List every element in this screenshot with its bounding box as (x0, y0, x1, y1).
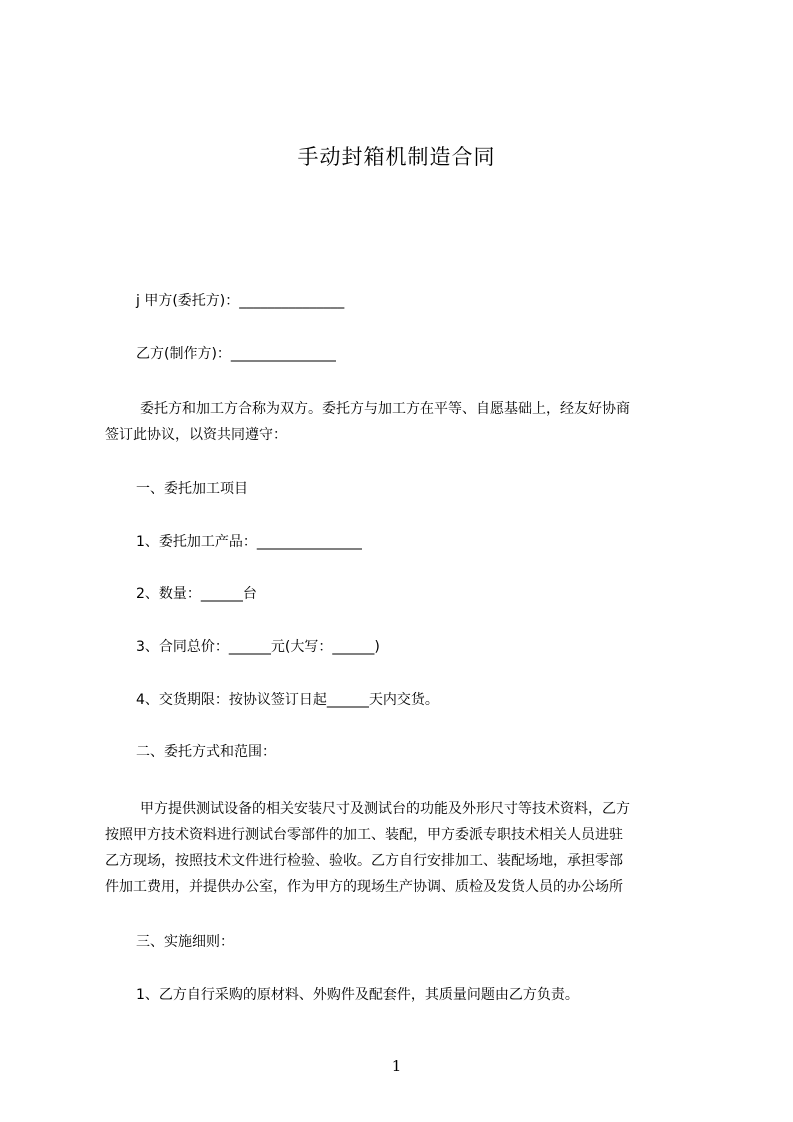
party-a-line: j 甲方(委托方)：_______________ (136, 293, 345, 309)
item-1-product: 1、委托加工产品：_______________ (136, 534, 362, 550)
item-2-quantity: 2、数量：______台 (136, 586, 257, 602)
section-2-line-3: 乙方现场，按照技术文件进行检验、验收。乙方自行安排加工、装配场地，承担零部 (105, 853, 623, 869)
section-2-line-2: 按照甲方技术资料进行测试台零部件的加工、装配，甲方委派专职技术相关人员进驻 (105, 827, 623, 843)
document-title: 手动封箱机制造合同 (297, 145, 496, 169)
item-3-total-price: 3、合同总价：______元(大写：______) (136, 639, 380, 655)
section-3-heading: 三、实施细则： (136, 934, 234, 950)
item-4-delivery-period: 4、交货期限：按协议签订日起______天内交货。 (136, 692, 439, 708)
section-2-heading: 二、委托方式和范围： (136, 744, 276, 760)
party-b-line: 乙方(制作方)：_______________ (136, 346, 336, 362)
intro-paragraph (105, 396, 698, 448)
section-3-item-1: 1、乙方自行采购的原材料、外购件及配套件，其质量问题由乙方负责。 (136, 987, 579, 1003)
page-number: 1 (391, 1057, 402, 1075)
section-1-heading: 一、委托加工项目 (136, 481, 248, 497)
section-2-body (105, 796, 698, 900)
section-2-line-1: 甲方提供测试设备的相关安装尺寸及测试台的功能及外形尺寸等技术资料，乙方 (140, 801, 630, 817)
section-2-line-4: 件加工费用，并提供办公室，作为甲方的现场生产协调、质检及发货人员的办公场所 (105, 879, 623, 895)
intro-line-1: 委托方和加工方合称为双方。委托方与加工方在平等、自愿基础上，经友好协商 (140, 401, 630, 417)
intro-line-2: 签订此协议，以资共同遵守： (105, 427, 287, 443)
